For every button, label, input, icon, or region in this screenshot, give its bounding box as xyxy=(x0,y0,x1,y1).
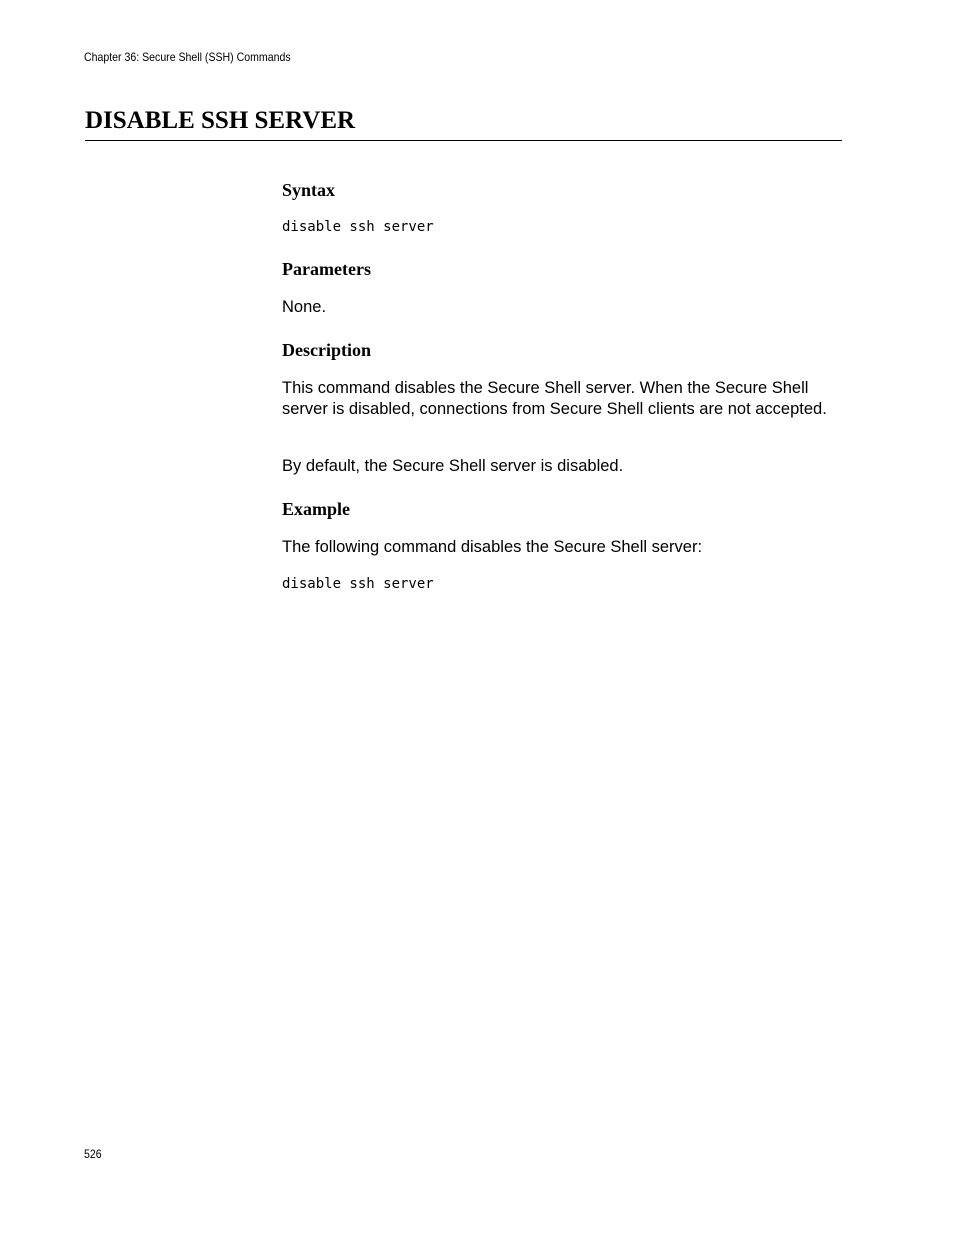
title-divider xyxy=(85,140,842,141)
syntax-heading: Syntax xyxy=(282,180,336,200)
example-text: The following command disables the Secure Shell server: xyxy=(282,538,703,556)
running-header: Chapter 36: Secure Shell (SSH) Commands xyxy=(84,50,291,64)
syntax-code: disable ssh server xyxy=(282,219,434,235)
description-paragraph-2: By default, the Secure Shell server is disabled. xyxy=(282,457,624,475)
example-code: disable ssh server xyxy=(282,576,434,592)
example-heading: Example xyxy=(282,499,351,519)
description-paragraph-1: This command disables the Secure Shell server. When the Secure Shell server is disabled, connections from Secure Shell clients are not accepted. xyxy=(282,379,827,418)
description-heading: Description xyxy=(282,340,371,360)
page-title: DISABLE SSH SERVER xyxy=(85,107,356,134)
parameters-heading: Parameters xyxy=(282,259,371,279)
page-number: 526 xyxy=(84,1147,102,1161)
parameters-text: None. xyxy=(282,298,327,316)
